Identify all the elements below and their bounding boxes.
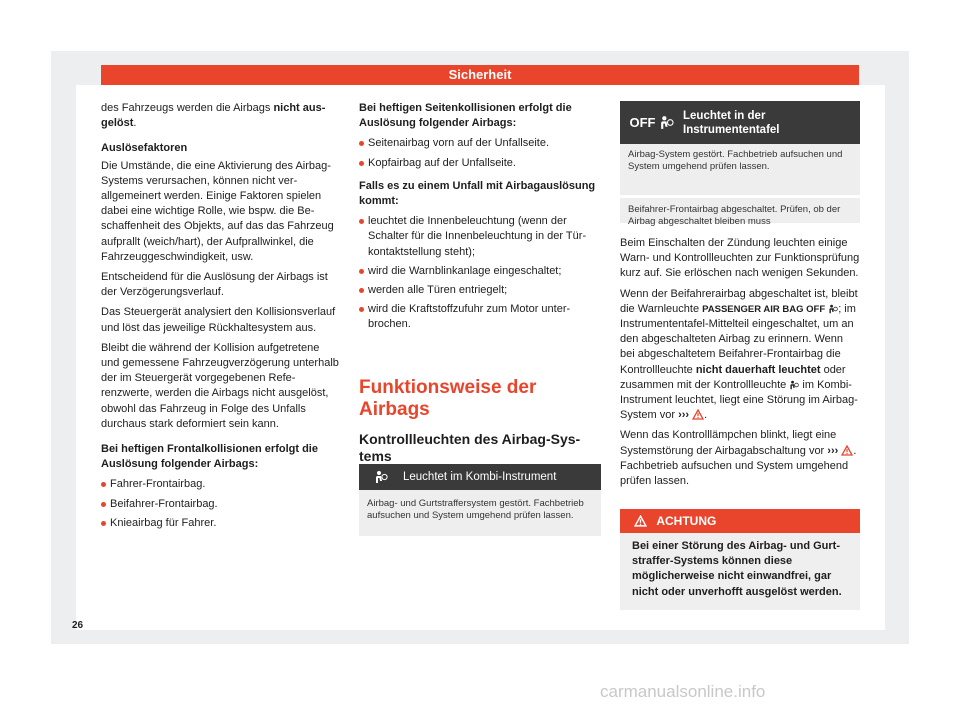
list-item: Beifahrer-Frontairbag. — [101, 497, 339, 512]
airbag-warning-icon — [359, 470, 403, 484]
warning-triangle-icon — [692, 409, 704, 420]
factors-paragraph-2: Entscheidend für die Auslösung der Airbags ist der Verzögerungsverlauf. — [101, 271, 328, 299]
column-2 — [359, 101, 599, 337]
list-item: Seitenairbag vorn auf der Unfallseite. — [359, 136, 599, 151]
warning-title: ACHTUNG — [656, 514, 717, 528]
watermark: carmanualsonline.info — [600, 682, 766, 701]
column-1 — [101, 101, 339, 535]
table-row: Airbag-System gestört. Fachbetrieb aufsuchen und System umgehend prüfen lassen. — [628, 149, 843, 172]
list-item: Knieairbag für Fahrer. — [101, 516, 339, 531]
ignition-paragraph: Beim Einschalten der Zündung leuchten einige Warn- und Kontrollleuchten zur Funktionsprüfung kurz auf. Sie erlöschen nach wenigen Sekunden. — [620, 237, 860, 280]
warning-text: Bei einer Störung des Airbag- und Gurtstraffer-Systems können diese möglicherweise nicht einwandfrei, gar nicht oder unverhofft ausgelöst werden. — [632, 540, 842, 598]
airbag-icon — [828, 304, 838, 314]
passenger-airbag-paragraph: Wenn der Beifahrerairbag abgeschaltet ist, bleibt die Warnleuchte PASSENGER AIR BAG OFF ; im Instrumententafel-Mittelteil eingeschaltet, um an den abgeschalteten Airbag zu erinnern. Wenn bei abgeschaltetem Beifahrer-Frontairbag die Kontrollleuchte nicht dauerhaft leuchtet oder zusammen mit der Kontrollleuchte im Kombi-Instrument leuchtet, liegt eine Störung im Airbag-System vor ››› . — [620, 287, 858, 422]
list-item: werden alle Türen entriegelt; — [359, 283, 599, 298]
table-header-label: Leuchtet im Kombi-Instrument — [403, 471, 557, 483]
table-header — [359, 464, 601, 490]
factors-paragraph-3: Das Steuergerät analysiert den Kollisionsverlauf und löst das jeweilige Rückhaltesystem aus. — [101, 306, 336, 334]
passenger-airbag-off-label: PASSENGER AIR BAG OFF — [702, 303, 826, 315]
table-row: Beifahrer-Frontairbag abgeschaltet. Prüfen, ob der Airbag abgeschaltet bleiben muss — [628, 204, 841, 227]
frontal-heading: Bei heftigen Frontalkollisionen erfolgt die Auslösung folgender Airbags: — [101, 443, 318, 471]
kombi-indicator-table — [359, 464, 601, 536]
list-item: wird die Warnblinkanlage eingeschaltet; — [359, 264, 599, 279]
warning-box — [620, 509, 860, 610]
airbag-icon — [789, 380, 799, 390]
list-item: leuchtet die Innenbeleuchtung (wenn der Schalter für die Innenbeleuchtung in der Türkontaktstellung steht); — [359, 214, 599, 260]
accident-heading: Falls es zu einem Unfall mit Airbagauslösung kommt: — [359, 179, 596, 208]
column-3 — [620, 236, 860, 494]
intro-paragraph: des Fahrzeugs werden die Airbags nicht ausgelöst. — [101, 102, 326, 130]
list-item: Kopfairbag auf der Unfallseite. — [359, 156, 599, 171]
side-heading: Bei heftigen Seitenkollisionen erfolgt die Auslösung folgender Airbags: — [359, 102, 572, 130]
blink-paragraph: Wenn das Kontrolllämpchen blinkt, liegt eine Systemstörung der Airbagabschaltung vor ››› . Fachbetrieb aufsuchen und System umgehend prüfen lassen. — [620, 429, 857, 488]
table-header — [620, 101, 860, 144]
warning-header — [620, 509, 860, 533]
warning-triangle-icon — [841, 445, 853, 456]
page-number: 26 — [72, 620, 84, 631]
table-header-label: Leuchtet in der Instrumententafel — [683, 109, 780, 136]
table-row: Airbag- und Gurtstraffersystem gestört. Fachbetrieb aufsuchen und System umgehend prüfen lassen. — [367, 498, 584, 521]
list-item: wird die Kraftstoffzufuhr zum Motor unterbrochen. — [359, 302, 599, 332]
section-block — [359, 377, 601, 476]
passenger-airbag-off-icon: OFF — [620, 115, 683, 130]
factors-paragraph-1: Die Umstände, die eine Aktivierung des Airbag-Systems verursachen, können nicht verallgemeinert werden. Einige Faktoren spielen dabei eine wichtige Rolle, wie bspw. die Beschaffenheit des Objekts, auf das das Fahrzeug aufprallt (weich/hart), der Aufprallwinkel, die Fahrzeuggeschwindigkeit, usw. — [101, 159, 334, 263]
subsection-title: Kontrollleuchten des Airbag-Systems — [359, 431, 601, 476]
factors-heading: Auslösefaktoren — [101, 142, 188, 155]
section-title: Funktionsweise der Airbags — [359, 377, 537, 420]
factors-paragraph-4: Bleibt die während der Kollision aufgetretene und gemessene Fahrzeugverzögerung unterhalb der im Steuergerät vorgegebenen Referenzwerte, werden die Airbags nicht ausgelöst, obwohl das Fahrzeug in Folge des Unfalls durchaus stark deformiert sein kann. — [101, 341, 339, 430]
dashboard-indicator-table — [620, 101, 860, 227]
warning-triangle-icon — [634, 515, 647, 527]
list-item: Fahrer-Frontairbag. — [101, 477, 339, 492]
section-banner: Sicherheit — [101, 65, 859, 85]
